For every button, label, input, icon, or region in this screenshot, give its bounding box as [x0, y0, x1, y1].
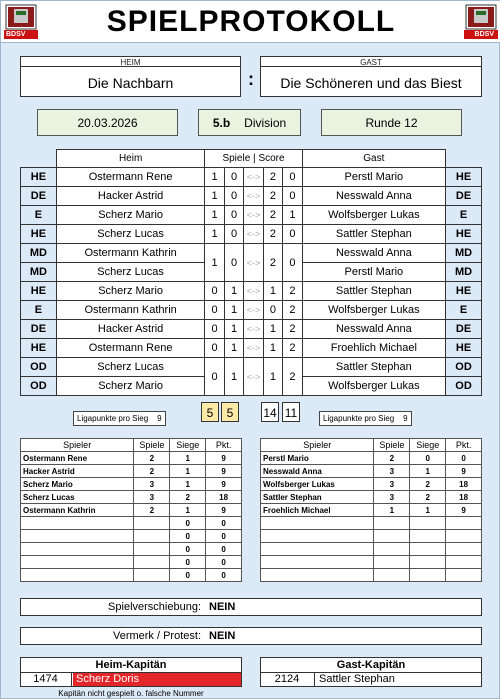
swap-arrow[interactable]: <-> — [244, 320, 263, 339]
stats-header-siege: Siege — [170, 439, 206, 452]
spiele-home[interactable]: 1 — [205, 187, 224, 206]
division-number: 5.b — [212, 115, 231, 130]
header-sep: | — [253, 153, 256, 164]
discipline-guest: HE — [446, 225, 482, 244]
stats-pkt: 9 — [206, 452, 242, 465]
score-guest[interactable]: 0 — [283, 244, 302, 282]
home-captain-note: Kapitän nicht gespielt o. falsche Nummer — [58, 689, 204, 698]
stats-row — [261, 478, 482, 491]
stats-spiele — [374, 543, 410, 556]
spiele-home[interactable]: 0 — [205, 301, 224, 320]
stats-row — [261, 569, 482, 582]
discipline-home: OD — [21, 358, 57, 377]
page-title: SPIELPROTOKOLL — [106, 5, 396, 38]
stats-header-player: Spieler — [21, 439, 134, 452]
guest-team-name: Die Schöneren und das Biest — [280, 75, 462, 91]
guest-captain-label: Gast-Kapitän — [336, 659, 406, 671]
stats-siege: 1 — [170, 465, 206, 478]
liga-value-guest: 9 — [403, 414, 408, 423]
stats-player: Froehlich Michael — [261, 504, 374, 517]
logo-text-left: BDSV — [6, 31, 26, 38]
home-captain-name[interactable]: Scherz Doris — [73, 673, 241, 686]
stats-spiele: 3 — [134, 491, 170, 504]
guest-player[interactable]: Perstl Mario — [302, 168, 445, 187]
match-row — [21, 187, 482, 206]
guest-player[interactable]: Sattler Stephan — [302, 358, 445, 377]
guest-player[interactable]: Nesswald Anna — [302, 187, 445, 206]
stats-spiele — [374, 517, 410, 530]
home-player[interactable]: Hacker Astrid — [56, 187, 205, 206]
discipline-home: E — [21, 206, 57, 225]
stats-player — [21, 543, 134, 556]
spiele-home[interactable]: 0 — [205, 282, 224, 301]
discipline-guest: OD — [446, 377, 482, 396]
spiele-guest[interactable]: 0 — [224, 225, 243, 244]
discipline-guest: DE — [446, 187, 482, 206]
guest-player[interactable]: Froehlich Michael — [302, 339, 445, 358]
discipline-home: HE — [21, 282, 57, 301]
stats-spiele — [134, 556, 170, 569]
score-home[interactable]: 2 — [263, 225, 282, 244]
stats-header-spiele: Spiele — [134, 439, 170, 452]
stats-player — [21, 556, 134, 569]
stats-spiele: 2 — [134, 465, 170, 478]
stats-player: Wolfsberger Lukas — [261, 478, 374, 491]
total-score-guest: 11 — [282, 402, 300, 422]
stats-siege: 0 — [170, 530, 206, 543]
home-player[interactable]: Hacker Astrid — [56, 320, 205, 339]
stats-pkt: 18 — [446, 491, 482, 504]
stats-header-player: Spieler — [261, 439, 374, 452]
stats-player: Scherz Lucas — [21, 491, 134, 504]
stats-siege: 1 — [170, 504, 206, 517]
stats-spiele — [374, 530, 410, 543]
discipline-home: MD — [21, 263, 57, 282]
total-spiele-home: 5 — [201, 402, 219, 422]
stats-header-spiele: Spiele — [374, 439, 410, 452]
liga-points-guest — [319, 411, 412, 426]
score-guest[interactable]: 2 — [283, 320, 302, 339]
spiele-guest[interactable]: 1 — [224, 320, 243, 339]
score-home[interactable]: 1 — [263, 358, 282, 396]
home-player[interactable]: Ostermann Kathrin — [56, 244, 205, 263]
stats-siege: 1 — [410, 504, 446, 517]
stats-pkt: 0 — [206, 569, 242, 582]
guest-captain-number[interactable]: 2124 — [260, 673, 315, 687]
stats-player — [261, 543, 374, 556]
home-captain-label: Heim-Kapitän — [95, 659, 167, 671]
stats-siege: 0 — [170, 543, 206, 556]
swap-arrow[interactable]: <-> — [244, 358, 263, 396]
discipline-home: OD — [21, 377, 57, 396]
stats-row — [21, 452, 242, 465]
swap-arrow[interactable]: <-> — [244, 225, 263, 244]
discipline-home: HE — [21, 168, 57, 187]
stats-header-pkt: Pkt. — [206, 439, 242, 452]
score-guest[interactable]: 0 — [283, 187, 302, 206]
liga-label-guest: Ligapunkte pro Sieg — [323, 414, 395, 423]
home-player[interactable]: Scherz Mario — [56, 206, 205, 225]
match-row — [21, 244, 482, 263]
stats-player — [21, 569, 134, 582]
stats-siege — [410, 543, 446, 556]
spiele-guest[interactable]: 0 — [224, 168, 243, 187]
match-row — [21, 301, 482, 320]
stats-siege — [410, 530, 446, 543]
discipline-guest: MD — [446, 244, 482, 263]
score-home[interactable]: 2 — [263, 206, 282, 225]
stats-player — [21, 530, 134, 543]
stats-siege: 0 — [170, 517, 206, 530]
stats-spiele — [134, 517, 170, 530]
stats-pkt: 0 — [206, 517, 242, 530]
spiele-home[interactable]: 1 — [205, 168, 224, 187]
swap-arrow[interactable]: <-> — [244, 301, 263, 320]
stats-player: Scherz Mario — [21, 478, 134, 491]
stats-row — [21, 478, 242, 491]
score-guest[interactable]: 1 — [283, 206, 302, 225]
home-label: HEIM — [120, 58, 141, 67]
stats-row — [261, 543, 482, 556]
header-spiele: Spiele — [222, 153, 251, 164]
stats-spiele: 3 — [134, 478, 170, 491]
stats-row — [261, 452, 482, 465]
header-spiele-score — [205, 150, 302, 168]
guest-player[interactable]: Perstl Mario — [302, 263, 445, 282]
logo-text-right: BDSV — [474, 31, 494, 38]
stats-spiele — [374, 569, 410, 582]
score-home[interactable]: 1 — [263, 339, 282, 358]
match-row — [21, 358, 482, 377]
guest-player[interactable]: Sattler Stephan — [302, 282, 445, 301]
stats-siege — [410, 517, 446, 530]
stats-siege: 1 — [170, 452, 206, 465]
match-row — [21, 282, 482, 301]
stats-pkt: 0 — [206, 530, 242, 543]
stats-siege: 2 — [410, 478, 446, 491]
stats-siege — [410, 556, 446, 569]
stats-header-siege: Siege — [410, 439, 446, 452]
stats-siege — [410, 569, 446, 582]
spiele-home[interactable]: 0 — [205, 358, 224, 396]
score-guest[interactable]: 0 — [283, 225, 302, 244]
guest-player[interactable]: Nesswald Anna — [302, 244, 445, 263]
vermerk-value[interactable]: NEIN — [209, 630, 236, 642]
header — [1, 1, 500, 43]
stats-header-pkt: Pkt. — [446, 439, 482, 452]
stats-player: Sattler Stephan — [261, 491, 374, 504]
spiele-guest[interactable]: 0 — [224, 187, 243, 206]
spiele-guest[interactable]: 0 — [224, 244, 243, 282]
stats-row — [261, 556, 482, 569]
stats-player — [261, 517, 374, 530]
stats-siege: 1 — [170, 478, 206, 491]
stats-row — [21, 491, 242, 504]
stats-pkt: 9 — [446, 465, 482, 478]
stats-siege: 1 — [410, 465, 446, 478]
stats-spiele — [374, 556, 410, 569]
spiele-guest[interactable]: 1 — [224, 282, 243, 301]
match-row — [21, 206, 482, 225]
spiele-home[interactable]: 0 — [205, 339, 224, 358]
score-home[interactable]: 1 — [263, 320, 282, 339]
stats-row — [21, 465, 242, 478]
home-player[interactable]: Ostermann Rene — [56, 339, 205, 358]
liga-label-home: Ligapunkte pro Sieg — [77, 414, 149, 423]
stats-row — [21, 556, 242, 569]
score-home[interactable]: 2 — [263, 187, 282, 206]
swap-arrow[interactable]: <-> — [244, 206, 263, 225]
discipline-guest: E — [446, 301, 482, 320]
stats-player: Hacker Astrid — [21, 465, 134, 478]
match-row — [21, 339, 482, 358]
stats-pkt: 0 — [446, 452, 482, 465]
discipline-home: HE — [21, 225, 57, 244]
discipline-home: DE — [21, 320, 57, 339]
division-label: Division — [244, 115, 287, 130]
score-guest[interactable]: 2 — [283, 301, 302, 320]
stats-spiele: 2 — [134, 452, 170, 465]
score-home[interactable]: 2 — [263, 168, 282, 187]
guest-stats-table — [260, 438, 482, 582]
stats-player — [261, 569, 374, 582]
match-date: 20.03.2026 — [37, 109, 178, 136]
stats-pkt: 0 — [206, 543, 242, 556]
guest-player[interactable]: Nesswald Anna — [302, 320, 445, 339]
spiele-guest[interactable]: 1 — [224, 301, 243, 320]
matches-table — [20, 149, 482, 396]
stats-player: Perstl Mario — [261, 452, 374, 465]
round-box: Runde 12 — [321, 109, 462, 136]
swap-arrow[interactable]: <-> — [244, 339, 263, 358]
home-player[interactable]: Scherz Lucas — [56, 225, 205, 244]
stats-pkt — [446, 517, 482, 530]
stats-row — [261, 530, 482, 543]
stats-pkt — [446, 543, 482, 556]
stats-player — [21, 517, 134, 530]
discipline-home: MD — [21, 244, 57, 263]
match-row — [21, 320, 482, 339]
stats-row — [21, 543, 242, 556]
stats-spiele: 1 — [374, 504, 410, 517]
spiele-home[interactable]: 0 — [205, 320, 224, 339]
stats-siege: 0 — [410, 452, 446, 465]
stats-row — [21, 530, 242, 543]
discipline-guest: HE — [446, 339, 482, 358]
score-home[interactable]: 0 — [263, 301, 282, 320]
home-player[interactable]: Scherz Mario — [56, 377, 205, 396]
stats-row — [261, 491, 482, 504]
header-score: Score — [258, 153, 285, 164]
stats-siege: 0 — [170, 556, 206, 569]
discipline-home: DE — [21, 187, 57, 206]
stats-row — [21, 504, 242, 517]
score-home[interactable]: 1 — [263, 282, 282, 301]
home-player[interactable]: Scherz Lucas — [56, 358, 205, 377]
score-home[interactable]: 2 — [263, 244, 282, 282]
stats-spiele: 2 — [134, 504, 170, 517]
stats-spiele — [134, 569, 170, 582]
stats-siege: 2 — [170, 491, 206, 504]
stats-player: Nesswald Anna — [261, 465, 374, 478]
header-home: Heim — [56, 150, 205, 168]
home-team-name: Die Nachbarn — [87, 75, 174, 91]
spiele-guest[interactable]: 1 — [224, 358, 243, 396]
stats-row — [21, 517, 242, 530]
verschiebung-value[interactable]: NEIN — [209, 601, 236, 613]
verschiebung-label: Spielverschiebung: — [108, 601, 201, 613]
guest-label: GAST — [360, 58, 382, 67]
swap-arrow[interactable]: <-> — [244, 187, 263, 206]
score-guest[interactable]: 0 — [283, 168, 302, 187]
stats-spiele: 3 — [374, 491, 410, 504]
match-row — [21, 168, 482, 187]
guest-captain-name[interactable]: Sattler Stephan — [319, 673, 395, 685]
stats-pkt: 9 — [206, 465, 242, 478]
stats-row — [261, 504, 482, 517]
home-player[interactable]: Ostermann Kathrin — [56, 301, 205, 320]
stats-spiele — [134, 543, 170, 556]
stats-siege: 2 — [410, 491, 446, 504]
spiele-home[interactable]: 1 — [205, 244, 224, 282]
score-guest[interactable]: 2 — [283, 282, 302, 301]
total-score-home: 14 — [261, 402, 279, 422]
home-stats-table — [20, 438, 242, 582]
stats-pkt: 18 — [206, 491, 242, 504]
stats-spiele: 3 — [374, 465, 410, 478]
stats-row — [21, 569, 242, 582]
guest-player[interactable]: Wolfsberger Lukas — [302, 301, 445, 320]
guest-player[interactable]: Wolfsberger Lukas — [302, 377, 445, 396]
swap-arrow[interactable]: <-> — [244, 168, 263, 187]
discipline-guest: HE — [446, 168, 482, 187]
stats-row — [261, 517, 482, 530]
stats-pkt: 9 — [206, 478, 242, 491]
stats-pkt: 0 — [206, 556, 242, 569]
stats-pkt: 9 — [446, 504, 482, 517]
stats-pkt: 18 — [446, 478, 482, 491]
total-spiele-guest: 5 — [221, 402, 239, 422]
stats-spiele: 3 — [374, 478, 410, 491]
stats-spiele: 2 — [374, 452, 410, 465]
swap-arrow[interactable]: <-> — [244, 244, 263, 282]
stats-siege: 0 — [170, 569, 206, 582]
swap-arrow[interactable]: <-> — [244, 282, 263, 301]
spiele-guest[interactable]: 0 — [224, 206, 243, 225]
division-box — [198, 109, 301, 136]
vermerk-label: Vermerk / Protest: — [112, 630, 201, 642]
home-player[interactable]: Scherz Lucas — [56, 263, 205, 282]
match-row — [21, 225, 482, 244]
team-separator: : — [248, 69, 254, 89]
discipline-guest: MD — [446, 263, 482, 282]
liga-points-home — [73, 411, 166, 426]
guest-player[interactable]: Sattler Stephan — [302, 225, 445, 244]
discipline-home: HE — [21, 339, 57, 358]
score-guest[interactable]: 2 — [283, 358, 302, 396]
stats-player: Ostermann Rene — [21, 452, 134, 465]
spiele-guest[interactable]: 1 — [224, 339, 243, 358]
spiele-home[interactable]: 1 — [205, 206, 224, 225]
discipline-guest: HE — [446, 282, 482, 301]
score-guest[interactable]: 2 — [283, 339, 302, 358]
stats-player — [261, 530, 374, 543]
home-player[interactable]: Scherz Mario — [56, 282, 205, 301]
home-captain-number[interactable]: 1474 — [20, 673, 72, 687]
stats-spiele — [134, 530, 170, 543]
stats-player: Ostermann Kathrin — [21, 504, 134, 517]
discipline-guest: E — [446, 206, 482, 225]
liga-value-home: 9 — [157, 414, 162, 423]
discipline-guest: DE — [446, 320, 482, 339]
stats-pkt — [446, 530, 482, 543]
header-guest: Gast — [302, 150, 445, 168]
stats-player — [261, 556, 374, 569]
stats-pkt — [446, 556, 482, 569]
discipline-home: E — [21, 301, 57, 320]
spiele-home[interactable]: 1 — [205, 225, 224, 244]
home-player[interactable]: Ostermann Rene — [56, 168, 205, 187]
guest-player[interactable]: Wolfsberger Lukas — [302, 206, 445, 225]
stats-pkt — [446, 569, 482, 582]
discipline-guest: OD — [446, 358, 482, 377]
stats-row — [261, 465, 482, 478]
stats-pkt: 9 — [206, 504, 242, 517]
